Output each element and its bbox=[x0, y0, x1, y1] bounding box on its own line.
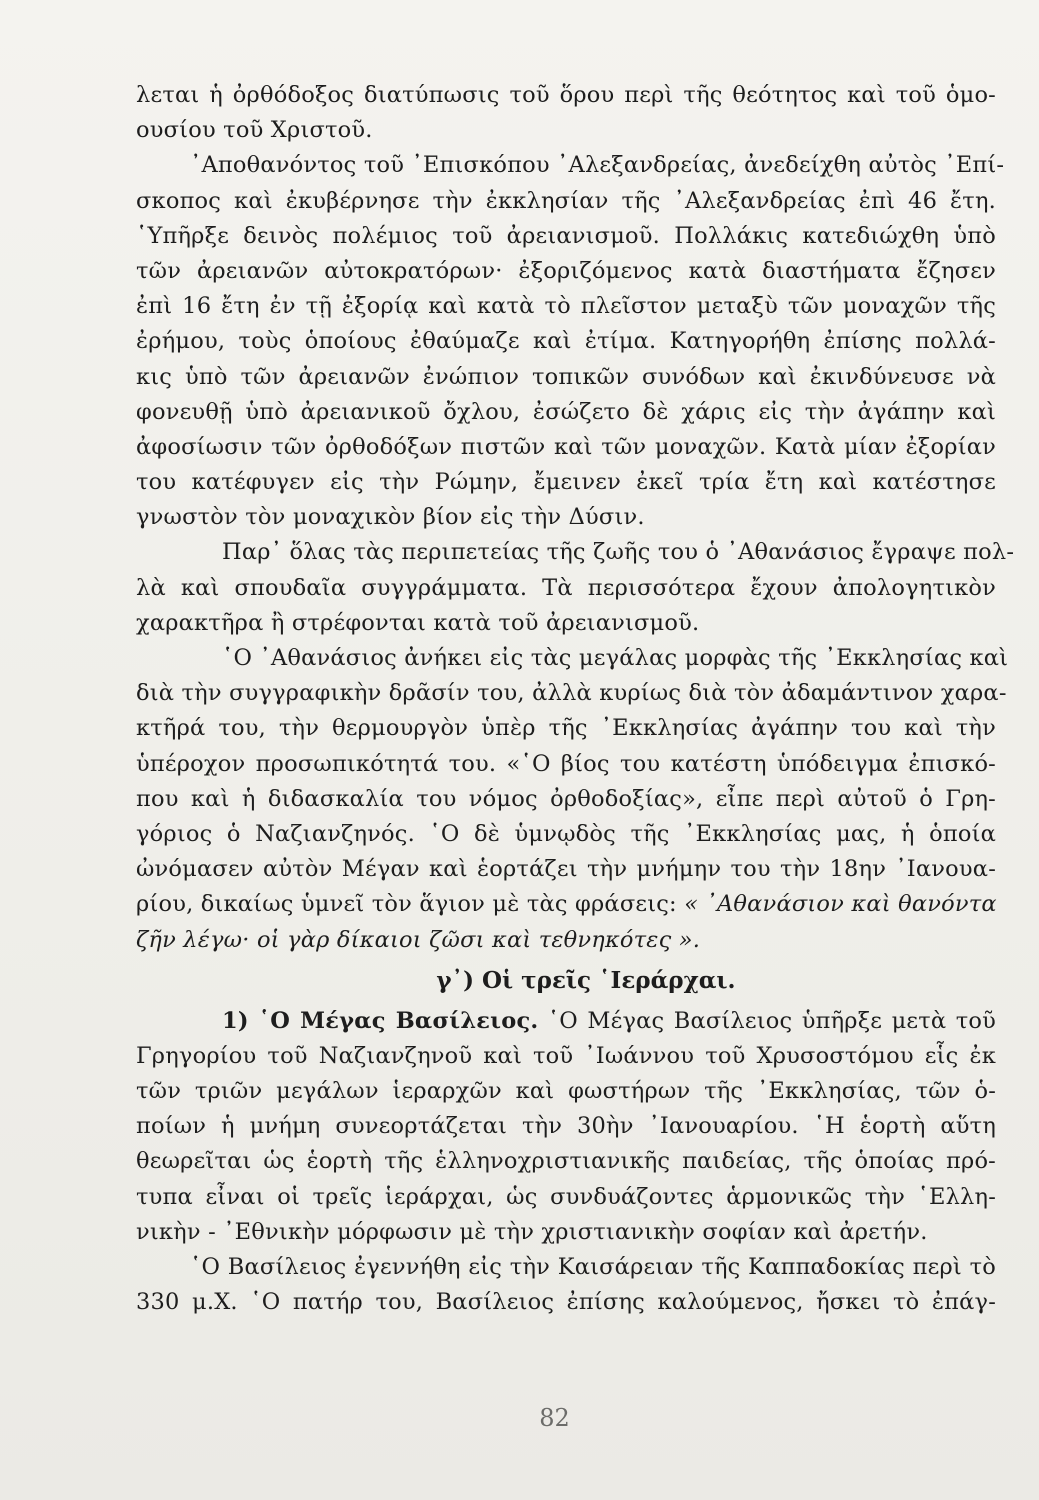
text-line: ἐπὶ 16 ἔτη ἐν τῇ ἐξορίᾳ καὶ κατὰ τὸ πλεῖστον μεταξὺ τῶν μοναχῶν τῆς bbox=[136, 293, 996, 320]
text-line: 330 μ.Χ. ῾Ο πατήρ του, Βασίλειος ἐπίσης καλούμενος, ἤσκει τὸ ἐπάγ- bbox=[136, 1289, 996, 1316]
text-line: Γρηγορίου τοῦ Ναζιανζηνοῦ καὶ τοῦ ᾿Ιωάννου τοῦ Χρυσοστόμου εἷς ἐκ bbox=[136, 1042, 996, 1069]
text-line: γνωστὸν τὸν μοναχικὸν βίον εἰς τὴν Δύσιν. bbox=[136, 504, 645, 531]
text-line: κτῆρά του, τὴν θερμουργὸν ὑπὲρ τῆς ᾿Εκκλησίας ἀγάπην του καὶ τὴν bbox=[136, 715, 996, 742]
text-line: θεωρεῖται ὡς ἑορτὴ τῆς ἑλληνοχριστιανικῆς παιδείας, τῆς ὁποίας πρό- bbox=[136, 1148, 996, 1175]
text-line: φονευθῇ ὑπὸ ἀρειανικοῦ ὄχλου, ἐσώζετο δὲ χάρις εἰς τὴν ἀγάπην καὶ bbox=[136, 398, 996, 425]
text-line: που καὶ ἡ διδασκαλία του νόμος ὀρθοδοξίας», εἶπε περὶ αὐτοῦ ὁ Γρη- bbox=[136, 785, 996, 812]
text-line: ὑπέροχον προσωπικότητά του. «῾Ο βίος του κατέστη ὑπόδειγμα ἐπισκό- bbox=[136, 750, 996, 777]
text-line: του κατέφυγεν εἰς τὴν Ρώμην, ἔμεινεν ἐκεῖ τρία ἔτη καὶ κατέστησε bbox=[136, 469, 996, 496]
subsection-lead: 1) ῾Ο Μέγας Βασίλειος. bbox=[222, 1007, 539, 1034]
text-line: νικὴν - ᾿Εθνικὴν μόρφωσιν μὲ τὴν χριστιανικὴν σοφίαν καὶ ἀρετήν. bbox=[136, 1218, 928, 1245]
text-span: ῾Ο Μέγας Βασίλειος ὑπῆρξε μετὰ τοῦ bbox=[547, 1007, 996, 1034]
text-line: Παρ᾿ ὅλας τὰς περιπετείας τῆς ζωῆς του ὁ ᾿Αθανάσιος ἔγραψε πολ- bbox=[222, 539, 1015, 566]
text-line: ῾Ο Βασίλειος ἐγεννήθη εἰς τὴν Καισάρειαν τῆς Καππαδοκίας περὶ τὸ bbox=[190, 1254, 996, 1280]
text-line: λὰ καὶ σπουδαῖα συγγράμματα. Τὰ περισσότερα ἔχουν ἀπολογητικὸν bbox=[136, 574, 996, 601]
text-line: τῶν ἀρειανῶν αὐτοκρατόρων· ἐξοριζόμενος κατὰ διαστήματα ἔζησεν bbox=[136, 257, 996, 284]
text-line: ἐρήμου, τοὺς ὁποίους ἐθαύμαζε καὶ ἐτίμα. Κατηγορήθη ἐπίσης πολλά- bbox=[136, 328, 996, 355]
text-line: ῾Υπῆρξε δεινὸς πολέμιος τοῦ ἀρειανισμοῦ. Πολλάκις κατεδιώχθη ὑπὸ bbox=[136, 222, 996, 249]
text-line bbox=[136, 1004, 996, 1039]
text-span: ρίου, δικαίως ὑμνεῖ τὸν ἅγιον μὲ τὰς φράσεις: bbox=[136, 891, 677, 918]
body-text bbox=[136, 78, 1015, 1320]
text-line: ῾Ο ᾿Αθανάσιος ἀνήκει εἰς τὰς μεγάλας μορφὰς τῆς ᾿Εκκλησίας καὶ bbox=[222, 645, 1009, 671]
text-line: χαρακτῆρα ἢ στρέφονται κατὰ τοῦ ἀρειανισμοῦ. bbox=[136, 609, 700, 636]
text-line: τῶν τριῶν μεγάλων ἱεραρχῶν καὶ φωστήρων τῆς ᾿Εκκλησίας, τῶν ὁ- bbox=[136, 1078, 996, 1105]
text-line: ᾿Αποθανόντος τοῦ ᾿Επισκόπου ᾿Αλεξανδρείας, ἀνεδείχθη αὐτὸς ᾿Επί- bbox=[190, 152, 1005, 179]
text-line: σκοπος καὶ ἐκυβέρνησε τὴν ἐκκλησίαν τῆς ᾿Αλεξανδρείας ἐπὶ 46 ἔτη. bbox=[136, 187, 996, 214]
text-line: ποίων ἡ μνήμη συνεορτάζεται τὴν 30ὴν ᾿Ιανουαρίου. ῾Η ἑορτὴ αὕτη bbox=[136, 1113, 996, 1140]
text-line: ουσίου τοῦ Χριστοῦ. bbox=[136, 117, 373, 144]
section-heading: γ᾿) Οἱ τρεῖς ῾Ιεράρχαι. bbox=[436, 966, 736, 994]
text-line: κις ὑπὸ τῶν ἀρειανῶν ἐνώπιον τοπικῶν συνόδων καὶ ἐκινδύνευσε νὰ bbox=[136, 363, 996, 390]
text-line: ἀφοσίωσιν τῶν ὀρθοδόξων πιστῶν καὶ τῶν μοναχῶν. Κατὰ μίαν ἐξορίαν bbox=[136, 433, 996, 460]
quote-italic: « ᾿Αθανάσιον καὶ θανόντα bbox=[684, 891, 997, 918]
text-line: τυπα εἶναι οἱ τρεῖς ἱεράρχαι, ὡς συνδυάζοντες ἁρμονικῶς τὴν ῾Ελλη- bbox=[136, 1183, 996, 1210]
text-line: λεται ἡ ὀρθόδοξος διατύπωσις τοῦ ὅρου περὶ τῆς θεότητος καὶ τοῦ ὁμο- bbox=[136, 82, 996, 108]
page-number: 82 bbox=[539, 1404, 570, 1432]
text-line: ὠνόμασεν αὐτὸν Μέγαν καὶ ἑορτάζει τὴν μνήμην του τὴν 18ην ᾿Ιανουα- bbox=[136, 856, 996, 883]
text-line: γόριος ὁ Ναζιανζηνός. ῾Ο δὲ ὑμνῳδὸς τῆς ᾿Εκκλησίας μας, ἡ ὁποία bbox=[136, 820, 996, 847]
text-line bbox=[136, 887, 996, 922]
text-line: διὰ τὴν συγγραφικὴν δρᾶσίν του, ἀλλὰ κυρίως διὰ τὸν ἀδαμάντινον χαρα- bbox=[136, 680, 1007, 707]
quote-line: ζῆν λέγω· οἱ γὰρ δίκαιοι ζῶσι καὶ τεθνηκότες ». bbox=[136, 926, 701, 953]
